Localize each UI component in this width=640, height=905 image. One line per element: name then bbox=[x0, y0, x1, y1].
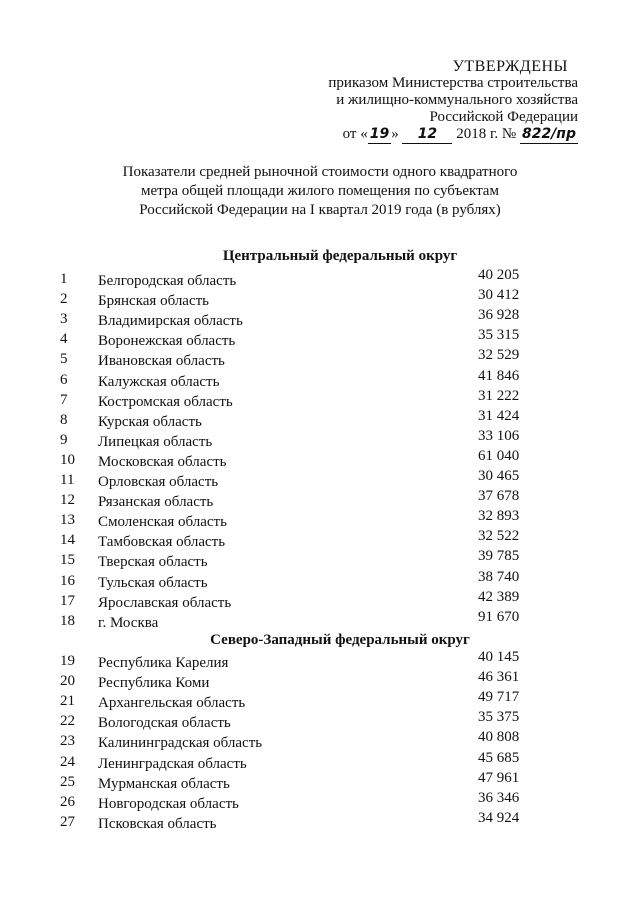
table-row bbox=[0, 649, 640, 673]
table-row bbox=[0, 528, 640, 552]
order-prefix: от « bbox=[342, 126, 368, 142]
district-header: Северо-Западный федеральный округ bbox=[210, 632, 470, 648]
region-name: Костромская область bbox=[98, 393, 233, 410]
table-row bbox=[0, 809, 640, 834]
row-number: 15 bbox=[60, 552, 75, 569]
region-name: Брянская область bbox=[98, 293, 210, 310]
region-name: Тульская область bbox=[98, 574, 208, 591]
row-number: 10 bbox=[60, 451, 75, 468]
price-value: 35 315 bbox=[478, 327, 520, 344]
price-value: 31 222 bbox=[478, 387, 520, 404]
table-row bbox=[0, 347, 640, 371]
approval-line-2: и жилищно-коммунального хозяйства bbox=[336, 92, 578, 108]
price-value: 35 375 bbox=[478, 709, 520, 726]
table-row bbox=[0, 407, 640, 432]
row-number: 19 bbox=[60, 653, 75, 669]
region-name: Архангельская область bbox=[98, 695, 246, 712]
title-line-1: Показатели средней рыночной стоимости одного квадратного bbox=[122, 164, 518, 180]
approval-title: УТВЕРЖДЕНЫ bbox=[452, 58, 568, 75]
title-line-3: Российской Федерации на I квартал 2019 года (в рублях) bbox=[139, 202, 501, 218]
row-number: 9 bbox=[60, 431, 68, 448]
region-name: Белгородская область bbox=[98, 273, 237, 289]
region-name: Ленинградская область bbox=[98, 755, 247, 772]
table-row bbox=[0, 427, 640, 452]
region-name: Тамбовская область bbox=[98, 534, 226, 551]
region-name: Московская область bbox=[98, 453, 227, 470]
region-name: Ивановская область bbox=[98, 353, 225, 370]
price-value: 49 717 bbox=[478, 689, 520, 706]
price-value: 40 205 bbox=[478, 267, 520, 283]
price-value: 37 678 bbox=[478, 488, 520, 505]
table-row bbox=[0, 789, 640, 814]
row-number: 26 bbox=[60, 793, 75, 810]
price-value: 32 893 bbox=[478, 508, 520, 525]
table-row bbox=[0, 729, 640, 753]
order-month: 12 bbox=[402, 126, 452, 144]
region-name: Республика Карелия bbox=[98, 655, 229, 671]
region-name: г. Москва bbox=[98, 614, 159, 631]
order-year: 2018 г. № bbox=[456, 126, 517, 142]
approval-line-3: Российской Федерации bbox=[429, 109, 578, 125]
row-number: 11 bbox=[60, 472, 75, 488]
table-row bbox=[0, 548, 640, 572]
document-title bbox=[0, 163, 640, 220]
row-number: 18 bbox=[60, 612, 75, 629]
region-name: Псковская область bbox=[98, 815, 217, 832]
region-name: Ярославская область bbox=[98, 594, 232, 611]
price-value: 45 685 bbox=[478, 749, 520, 766]
table-row bbox=[0, 287, 640, 311]
row-number: 24 bbox=[60, 753, 75, 770]
price-value: 32 522 bbox=[478, 528, 520, 545]
row-number: 4 bbox=[60, 331, 68, 348]
region-name: Владимирская область bbox=[98, 313, 243, 330]
row-number: 2 bbox=[60, 291, 68, 308]
table-row bbox=[0, 669, 640, 693]
price-value: 41 846 bbox=[478, 367, 520, 384]
table-row bbox=[0, 447, 640, 472]
row-number: 1 bbox=[60, 271, 68, 287]
approval-line-1: приказом Министерства строительства bbox=[328, 75, 578, 91]
order-day: 19 bbox=[369, 126, 390, 142]
row-number: 14 bbox=[60, 532, 75, 549]
price-value: 40 145 bbox=[478, 649, 520, 665]
table-row bbox=[0, 608, 640, 633]
price-value: 40 808 bbox=[478, 729, 520, 746]
price-value: 61 040 bbox=[478, 447, 520, 464]
row-number: 12 bbox=[60, 492, 75, 509]
table-row bbox=[0, 749, 640, 774]
district-header: Центральный федеральный округ bbox=[222, 248, 458, 264]
row-number: 7 bbox=[60, 391, 68, 408]
table-row bbox=[0, 588, 640, 613]
table-row bbox=[0, 709, 640, 733]
region-name: Калужская область bbox=[98, 373, 220, 390]
table-row bbox=[0, 327, 640, 351]
row-number: 17 bbox=[60, 592, 75, 609]
table-row bbox=[0, 387, 640, 412]
order-number: 822/пр bbox=[521, 126, 576, 142]
price-value: 30 465 bbox=[478, 468, 520, 484]
price-value: 31 424 bbox=[478, 407, 520, 424]
region-name: Республика Коми bbox=[98, 675, 210, 692]
region-name: Тверская область bbox=[98, 554, 208, 571]
row-number: 13 bbox=[60, 512, 75, 529]
region-name: Липецкая область bbox=[98, 433, 213, 450]
table-row bbox=[0, 508, 640, 532]
row-number: 6 bbox=[60, 371, 68, 388]
row-number: 22 bbox=[60, 713, 75, 730]
order-line bbox=[328, 126, 578, 144]
row-number: 23 bbox=[60, 733, 75, 750]
table-row bbox=[0, 568, 640, 593]
region-name: Новгородская область bbox=[98, 795, 239, 812]
region-name: Мурманская область bbox=[98, 775, 230, 792]
price-value: 39 785 bbox=[478, 548, 520, 565]
table-row bbox=[0, 367, 640, 392]
table-row bbox=[0, 307, 640, 331]
price-value: 34 924 bbox=[478, 809, 520, 826]
region-name: Смоленская область bbox=[98, 514, 227, 531]
price-value: 47 961 bbox=[478, 769, 520, 786]
table-row bbox=[0, 689, 640, 713]
row-number: 16 bbox=[60, 572, 75, 589]
price-value: 38 740 bbox=[478, 568, 520, 585]
price-value: 36 928 bbox=[478, 307, 520, 324]
region-name: Вологодская область bbox=[98, 715, 231, 732]
region-name: Воронежская область bbox=[98, 333, 236, 350]
row-number: 27 bbox=[60, 813, 75, 830]
region-name: Курская область bbox=[98, 413, 202, 430]
order-mid: » bbox=[391, 126, 399, 142]
region-name: Орловская область bbox=[98, 474, 219, 490]
price-value: 91 670 bbox=[478, 608, 520, 625]
region-name: Рязанская область bbox=[98, 494, 214, 511]
row-number: 21 bbox=[60, 693, 75, 710]
approval-stamp bbox=[328, 58, 578, 144]
table-row bbox=[0, 468, 640, 492]
price-value: 30 412 bbox=[478, 287, 520, 304]
price-value: 42 389 bbox=[478, 588, 520, 605]
row-number: 8 bbox=[60, 411, 68, 428]
row-number: 25 bbox=[60, 773, 75, 790]
price-value: 32 529 bbox=[478, 347, 520, 364]
region-name: Калининградская область bbox=[98, 735, 263, 752]
table-row bbox=[0, 488, 640, 512]
table-row bbox=[0, 267, 640, 291]
row-number: 5 bbox=[60, 351, 68, 368]
table-row bbox=[0, 769, 640, 794]
row-number: 20 bbox=[60, 673, 75, 690]
title-line-2: метра общей площади жилого помещения по субъектам bbox=[141, 183, 499, 199]
row-number: 3 bbox=[60, 311, 68, 328]
price-value: 46 361 bbox=[478, 669, 520, 686]
price-value: 33 106 bbox=[478, 427, 520, 444]
price-value: 36 346 bbox=[478, 789, 520, 806]
